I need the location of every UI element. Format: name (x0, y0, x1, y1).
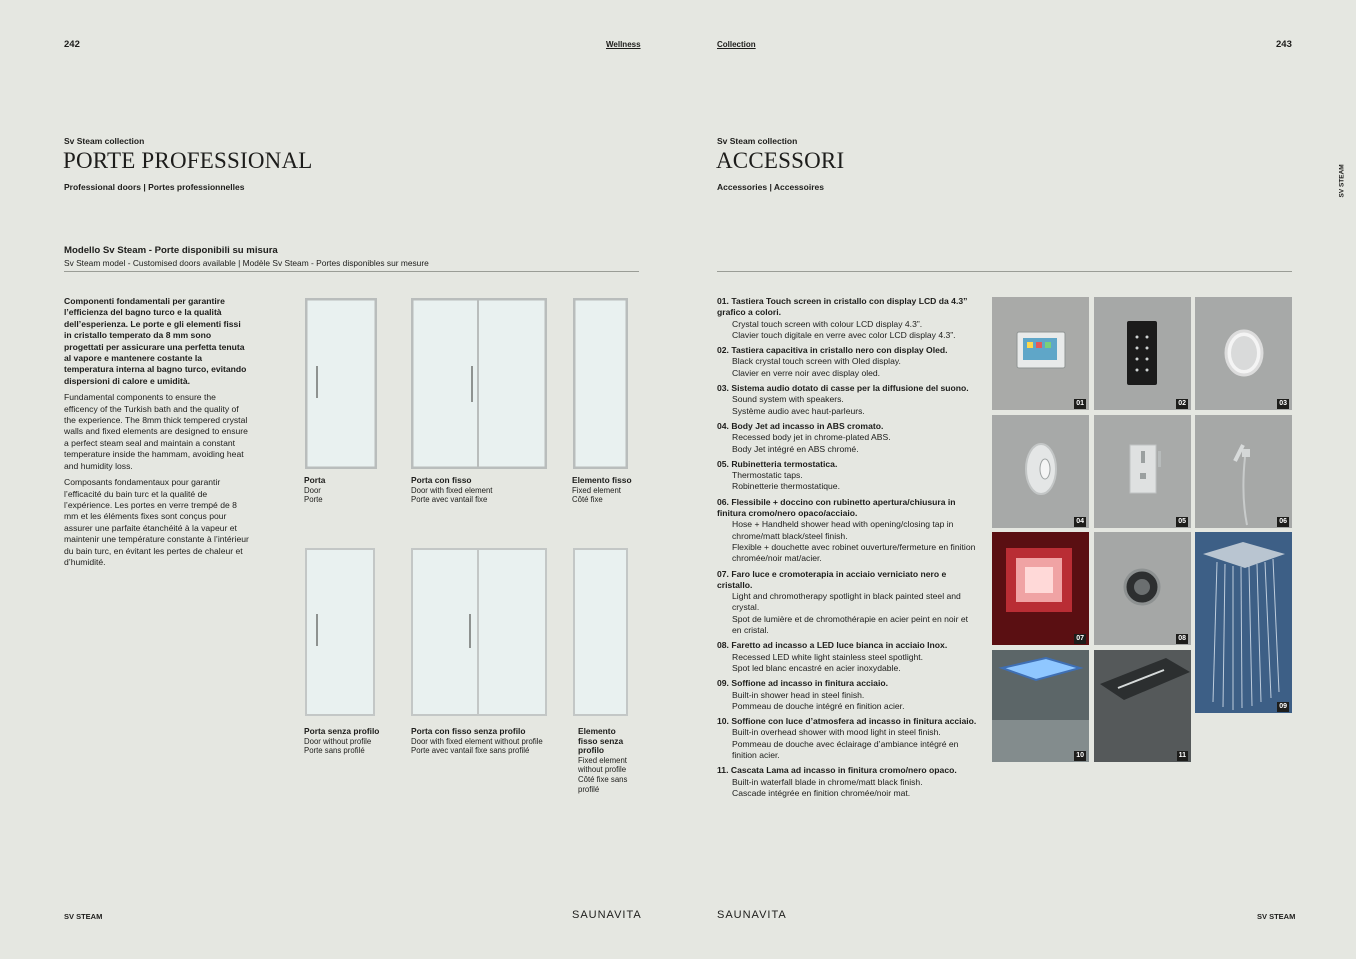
tile-number: 11 (1178, 752, 1186, 759)
accessory-heading: 03. Sistema audio dotato di casse per la diffusione del suono. (717, 383, 969, 394)
door-caption (304, 476, 404, 505)
right-divider (717, 271, 1292, 272)
accessory-line-fr: Flexible + douchette avec robinet ouverture/fermeture en finition chromée/noir mat/acier. (732, 541, 976, 564)
left-kicker: Sv Steam collection (64, 136, 145, 146)
left-footer-brand-logo: SAUNAVITA (572, 909, 642, 921)
product-tile-thermostatic-taps (1094, 415, 1191, 528)
fixed-element-caption-name: Elemento fisso (572, 475, 632, 485)
chromotherapy-light-image (992, 532, 1089, 645)
accessory-line-fr: Clavier en verre noir avec display oled. (732, 367, 881, 378)
door-fixed-without-profile-caption-en: Door with fixed element without profile (411, 736, 543, 746)
accessory-item (717, 421, 979, 455)
accessory-line-en: Hose + Handheld shower head with opening/closing tap in chrome/matt black/steel finish. (732, 519, 954, 541)
fixed-element-without-profile-image (573, 548, 628, 716)
accessory-line-en: Built-in overhead shower with mood light in steel finish. (732, 727, 941, 738)
door-fixed-image (411, 298, 547, 469)
accessory-heading: 06. Flessibile + doccino con rubinetto apertura/chiusura in finitura cromo/nero opaco/acciaio. (717, 496, 956, 519)
accessory-item (717, 640, 979, 674)
fixed-element-caption-en: Fixed element (572, 485, 621, 495)
door-caption-fr: Porte (304, 495, 323, 505)
product-tile-speaker (1195, 297, 1292, 410)
accessory-item (717, 296, 979, 341)
speaker-image (1195, 297, 1292, 410)
touch-screen-image (992, 297, 1089, 410)
door-without-profile-caption (304, 727, 404, 756)
accessory-item (717, 765, 979, 799)
accessory-item (717, 569, 979, 637)
accessory-line-fr: Body Jet intégré en ABS chromé. (732, 443, 859, 454)
accessory-line-en: Sound system with speakers. (732, 394, 844, 405)
accessory-line-fr: Cascade intégrée en finition chromée/noir mat. (732, 787, 911, 798)
mood-light-shower-image (992, 650, 1089, 762)
accessory-item (717, 459, 979, 493)
tile-number: 08 (1178, 635, 1186, 642)
accessory-heading: 10. Soffione con luce d’atmosfera ad incasso in finitura acciaio. (717, 716, 977, 727)
accessory-heading: 07. Faro luce e cromoterapia in acciaio verniciato nero e cristallo. (717, 568, 947, 590)
fixed-element-without-profile-caption-en: Fixed element without profile (578, 755, 627, 775)
fixed-element-caption-fr: Côté fixe (572, 495, 603, 505)
accessory-line-en: Built-in waterfall blade in chrome/matt black finish. (732, 776, 923, 787)
accessory-heading: 08. Faretto ad incasso a LED luce bianca in acciaio Inox. (717, 640, 948, 651)
accessory-line-en: Recessed body jet in chrome-plated ABS. (732, 432, 891, 443)
door-fixed-caption-name: Porta con fisso (411, 475, 472, 485)
door-without-profile-caption-name: Porta senza profilo (304, 726, 380, 736)
right-footer-label: SV STEAM (1257, 912, 1296, 921)
led-spotlight-image (1094, 532, 1191, 645)
intro-french: Composants fondamentaux pour garantir l’efficacité du bain turc et la qualité de l’expérience. Les portes en verre trempé de 8 mm et les éléments fixes sont conçus pour assurer une parfaite étanchéité à la vapeur et maintenir une température constante à l’intérieur du bain turc, en évitant les pertes de chaleur et d’humidité. (64, 477, 249, 567)
accessory-line-fr: Clavier touch digitale en verre avec color LCD display 4.3”. (732, 329, 956, 340)
product-tile-body-jet (992, 415, 1089, 528)
side-label-container (1334, 160, 1350, 200)
door-fixed-caption-en: Door with fixed element (411, 485, 493, 495)
accessory-item (717, 383, 979, 417)
door-fixed-without-profile-image (411, 548, 547, 716)
accessory-heading: 05. Rubinetteria termostatica. (717, 458, 838, 469)
intro-english: Fundamental components to ensure the efficency of the Turkish bath and the quality of the experience. The 8mm thick tempered crystal walls and fixed elements are designed to ensure a perfect steam seal and maintain a constant temperature inside the hammam, avoiding heat and humidity loss. (64, 392, 248, 471)
accessory-line-en: Thermostatic taps. (732, 470, 803, 481)
tile-number: 04 (1076, 518, 1084, 525)
product-tile-touch-screen (992, 297, 1089, 410)
door-without-profile-caption-en: Door without profile (304, 736, 372, 746)
right-kicker: Sv Steam collection (717, 136, 798, 146)
accessory-line-fr: Spot de lumière et de chromothérapie en acier peint en noir et en cristal. (732, 613, 968, 636)
accessory-item (717, 716, 979, 761)
fixed-element-without-profile-caption-name: Elemento fisso senza profilo (578, 726, 624, 756)
accessory-item (717, 497, 979, 565)
accessory-line-en: Built-in shower head in steel finish. (732, 689, 865, 700)
door-fixed-without-profile-caption-fr: Porte avec vantail fixe sans profilé (411, 746, 530, 756)
body-jet-image (992, 415, 1089, 528)
model-subheading: Sv Steam model - Customised doors available | Modèle Sv Steam - Portes disponibles sur mesure (64, 258, 429, 268)
product-tile-waterfall-blade (1094, 650, 1191, 762)
tile-number: 02 (1178, 400, 1186, 407)
left-section-label[interactable]: Wellness (606, 40, 641, 49)
tile-number: 03 (1279, 400, 1287, 407)
door-without-profile-image (305, 548, 375, 716)
waterfall-blade-image (1094, 650, 1191, 762)
tile-number: 07 (1076, 635, 1084, 642)
left-divider (64, 271, 639, 272)
accessory-line-en: Recessed LED white light stainless steel spotlight. (732, 651, 924, 662)
accessory-line-en: Light and chromotherapy spotlight in black painted steel and crystal. (732, 591, 961, 613)
hand-shower-image (1195, 415, 1292, 528)
oled-keypad-image (1094, 297, 1191, 410)
right-footer-brand-logo: SAUNAVITA (717, 909, 787, 921)
door-without-profile-caption-fr: Porte sans profilé (304, 746, 365, 756)
product-tile-led-spotlight (1094, 532, 1191, 645)
accessory-item (717, 345, 979, 379)
right-subtitle: Accessories | Accessoires (717, 182, 824, 192)
overhead-shower-image (1195, 532, 1292, 713)
fixed-element-image (573, 298, 628, 469)
accessory-line-en: Crystal touch screen with colour LCD display 4.3”. (732, 318, 923, 329)
door-fixed-without-profile-caption (411, 727, 561, 756)
product-tile-chromotherapy-light (992, 532, 1089, 645)
product-tile-overhead-shower (1195, 532, 1292, 713)
right-page-title: ACCESSORI (716, 148, 845, 173)
right-page-number: 243 (1276, 39, 1292, 50)
left-page-number: 242 (64, 39, 80, 50)
accessory-line-fr: Robinetterie thermostatique. (732, 481, 840, 492)
accessory-heading: 01. Tastiera Touch screen in cristallo con display LCD da 4.3” grafico a colori. (717, 296, 968, 318)
intro-text-block (64, 296, 249, 573)
accessory-line-fr: Pommeau de douche avec éclairage d’ambiance intégré en finition acier. (732, 738, 959, 760)
tile-number: 10 (1076, 752, 1084, 759)
product-tile-hand-shower (1195, 415, 1292, 528)
side-label: SV STEAM (1338, 164, 1346, 198)
tile-number: 09 (1279, 703, 1287, 710)
right-section-label[interactable]: Collection (717, 40, 756, 49)
left-footer-label: SV STEAM (64, 912, 103, 921)
accessory-heading: 04. Body Jet ad incasso in ABS cromato. (717, 420, 884, 431)
door-caption-name: Porta (304, 475, 326, 485)
door-image (305, 298, 377, 469)
tile-number: 05 (1178, 518, 1186, 525)
accessory-item (717, 678, 979, 712)
thermostatic-taps-image (1094, 415, 1191, 528)
fixed-element-without-profile-caption (578, 727, 636, 794)
left-page-title: PORTE PROFESSIONAL (63, 148, 313, 173)
accessory-heading: 09. Soffione ad incasso in finitura acciaio. (717, 678, 888, 689)
door-caption-en: Door (304, 485, 321, 495)
fixed-element-caption (572, 476, 642, 505)
accessory-line-fr: Spot led blanc encastré en acier inoxydable. (732, 662, 901, 673)
tile-number: 01 (1076, 400, 1084, 407)
accessory-list (717, 296, 979, 803)
tile-number: 06 (1279, 518, 1287, 525)
left-subtitle: Professional doors | Portes professionnelles (64, 182, 245, 192)
accessory-line-fr: Système audio avec haut-parleurs. (732, 405, 865, 416)
door-fixed-caption-fr: Porte avec vantail fixe (411, 495, 488, 505)
door-fixed-without-profile-caption-name: Porta con fisso senza profilo (411, 726, 526, 736)
fixed-element-without-profile-caption-fr: Côté fixe sans profilé (578, 774, 628, 794)
product-tile-mood-light-shower (992, 650, 1089, 762)
accessory-heading: 11. Cascata Lama ad incasso in finitura cromo/nero opaco. (717, 765, 957, 776)
accessory-line-en: Black crystal touch screen with Oled display. (732, 356, 901, 367)
intro-italian: Componenti fondamentali per garantire l’efficienza del bagno turco e la qualità dell’esperienza. Le porte e gli elementi fissi in cristallo temperato da 8 mm sono progettati per assicurare una perfetta tenuta al vapore e mantenere costante la temperatura interna al bagno turco, evitando dispersioni di calore e umidità. (64, 296, 247, 386)
product-tile-oled-keypad (1094, 297, 1191, 410)
model-heading: Modello Sv Steam - Porte disponibili su misura (64, 245, 278, 256)
door-fixed-caption (411, 476, 561, 505)
accessory-heading: 02. Tastiera capacitiva in cristallo nero con display Oled. (717, 345, 948, 356)
accessory-line-fr: Pommeau de douche intégré en finition acier. (732, 700, 905, 711)
